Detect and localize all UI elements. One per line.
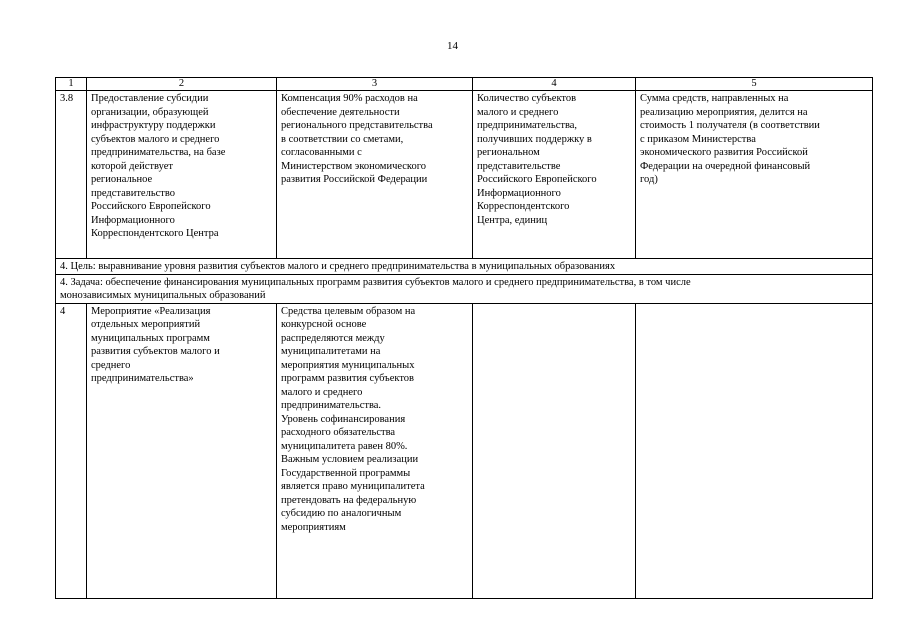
header-cell-4: 4 <box>473 78 636 91</box>
goal-text: 4. Цель: выравнивание уровня развития субъектов малого и среднего предпринимательства в муниципальных образованиях <box>56 259 873 275</box>
table-row-3-8 <box>56 91 873 259</box>
task-row <box>56 274 873 303</box>
header-cell-1: 1 <box>56 78 87 91</box>
measure-description: Средства целевым образом на конкурсной основе распределяются между муниципалитетами на мероприятия муниципальных программ развития субъектов малого и среднего предпринимательства. Уровень софинансирования расходного обязательства муниципалитета равен 80%. Важным условием реализации Государственной программы является право муниципалитета претендовать на федеральную субсидию по аналогичным мероприятиям <box>277 303 473 599</box>
header-cell-3: 3 <box>277 78 473 91</box>
calculation-method: Сумма средств, направленных на реализацию мероприятия, делится на стоимость 1 получателя (в соответствии с приказом Министерства экономического развития Российской Федерации на очередной финансовый год) <box>636 91 873 259</box>
indicators-table <box>55 77 873 599</box>
indicator-name: Количество субъектов малого и среднего предпринимательства, получивших поддержку в региональном представительстве Российского Европейского Информационного Корреспондентского Центра, единиц <box>473 91 636 259</box>
header-cell-5: 5 <box>636 78 873 91</box>
table-header-row <box>56 78 873 91</box>
row-number: 3.8 <box>56 91 87 259</box>
row-number: 4 <box>56 303 87 599</box>
header-cell-2: 2 <box>87 78 277 91</box>
measure-name: Предоставление субсидии организации, образующей инфраструктуру поддержки субъектов малого и среднего предпринимательства, на базе которой действует региональное представительство Российского Европейского Информационного Корреспондентского Центра <box>87 91 277 259</box>
indicator-name <box>473 303 636 599</box>
goal-row <box>56 259 873 275</box>
page-number: 14 <box>447 40 458 52</box>
table-row-4 <box>56 303 873 599</box>
calculation-method <box>636 303 873 599</box>
task-text: 4. Задача: обеспечение финансирования муниципальных программ развития субъектов малого и среднего предпринимательства, в том числе монозависимых муниципальных образований <box>56 274 873 303</box>
measure-name: Мероприятие «Реализация отдельных мероприятий муниципальных программ развития субъектов малого и среднего предпринимательства» <box>87 303 277 599</box>
measure-description: Компенсация 90% расходов на обеспечение деятельности регионального представительства в соответствии со сметами, согласованными с Министерством экономического развития Российской Федерации <box>277 91 473 259</box>
